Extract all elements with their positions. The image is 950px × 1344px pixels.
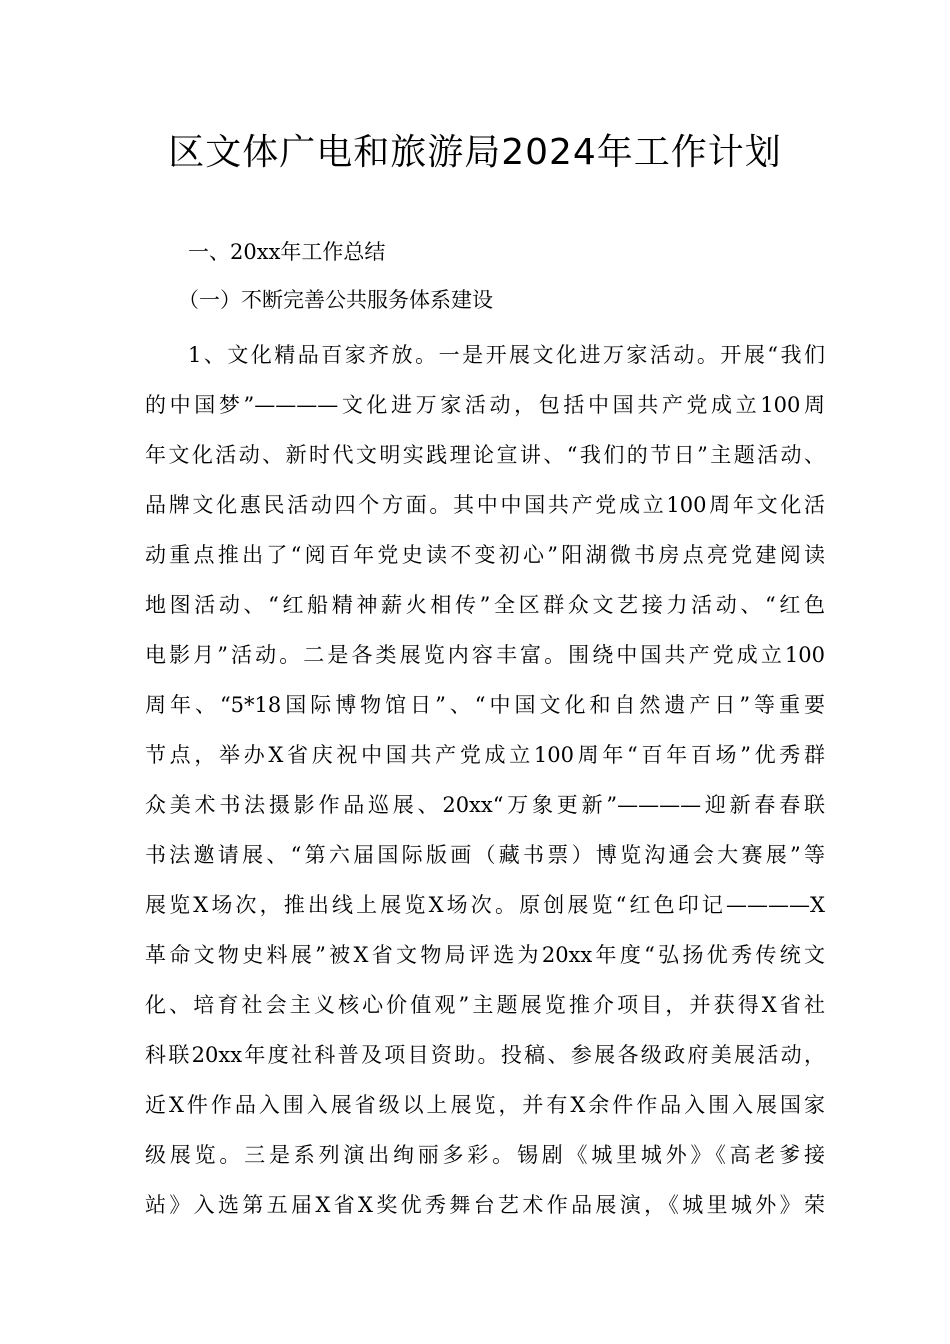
paragraph-line: 节点，举办X省庆祝中国共产党成立100周年“百年百场”优秀群 (145, 743, 825, 767)
paragraph-line: 展览X场次，推出线上展览X场次。原创展览“红色印记————X (145, 893, 825, 917)
document-title: 区文体广电和旅游局2024年工作计划 (168, 132, 782, 173)
paragraph-line: 级展览。三是系列演出绚丽多彩。锡剧《城里城外》《高老爹接 (145, 1143, 825, 1167)
paragraph-line: 化、培育社会主义核心价值观”主题展览推介项目，并获得X省社 (145, 993, 825, 1017)
paragraph-line: 动重点推出了“阅百年党史读不变初心”阳湖微书房点亮党建阅读 (145, 543, 825, 567)
paragraph-line: 品牌文化惠民活动四个方面。其中中国共产党成立100周年文化活 (145, 493, 825, 517)
paragraph-line: 科联20xx年度社科普及项目资助。投稿、参展各级政府美展活动， (145, 1043, 825, 1067)
section-heading: 一、20xx年工作总结 (188, 240, 386, 264)
paragraph-line: 革命文物史料展”被X省文物局评选为20xx年度“弘扬优秀传统文 (145, 943, 825, 967)
paragraph-line: 1、文化精品百家齐放。一是开展文化进万家活动。开展“我们 (188, 343, 825, 367)
paragraph-line: 电影月”活动。二是各类展览内容丰富。围绕中国共产党成立100 (145, 643, 825, 667)
subsection-heading: （一）不断完善公共服务体系建设 (178, 288, 493, 312)
paragraph-line: 近X件作品入围入展省级以上展览，并有X余件作品入围入展国家 (145, 1093, 825, 1117)
paragraph-line: 书法邀请展、“第六届国际版画（藏书票）博览沟通会大赛展”等 (145, 843, 825, 867)
body-paragraph (145, 330, 825, 1230)
paragraph-line: 众美术书法摄影作品巡展、20xx“万象更新”————迎新春春联 (145, 793, 825, 817)
paragraph-line: 周年、“5*18国际博物馆日”、“中国文化和自然遗产日”等重要 (145, 693, 825, 717)
paragraph-line: 站》入选第五届X省X奖优秀舞台艺术作品展演，《城里城外》荣 (145, 1193, 825, 1217)
paragraph-line: 的中国梦”————文化进万家活动，包括中国共产党成立100周 (145, 393, 825, 417)
paragraph-line: 地图活动、“红船精神薪火相传”全区群众文艺接力活动、“红色 (145, 593, 825, 617)
paragraph-line: 年文化活动、新时代文明实践理论宣讲、“我们的节日”主题活动、 (145, 443, 825, 467)
